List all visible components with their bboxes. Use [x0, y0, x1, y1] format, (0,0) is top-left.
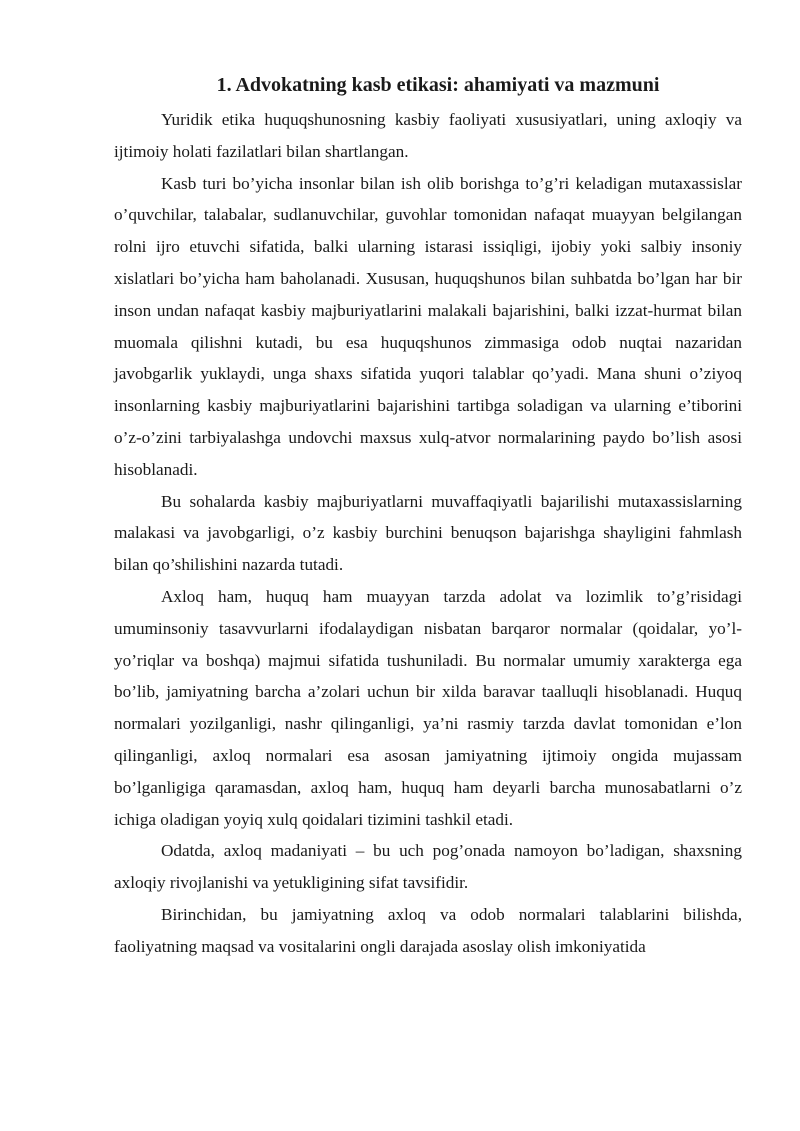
document-title: 1. Advokatning kasb etikasi: ahamiyati va mazmuni	[216, 74, 660, 96]
paragraph: Odatda, axloq madaniyati – bu uch pog’onada namoyon bo’ladigan, shaxsning axloqiy rivojlanishi va yetukligining sifat tavsifidir.	[114, 841, 742, 893]
paragraph: Axloq ham, huquq ham muayyan tarzda adolat va lozimlik to’g’risidagi umuminsoniy tasavvurlarni ifodalaydigan nisbatan barqaror normalar (qoidalar, yo’l-yo’riqlar va boshqa) majmui sifatida tushuniladi. Bu normalar umumiy xarakterga ega bo’lib, jamiyatning barcha a’zolari uchun bir xilda baravar taalluqli hisoblanadi. Huquq normalari yozilganligi, nashr qilinganligi, ya’ni rasmiy tarzda davlat tomonidan e’lon qilinganligi, axloq normalari esa asosan jamiyatning ijtimoiy ongida mujassam bo’lganligiga qaramasdan, axloq ham, huquq ham deyarli barcha munosabatlarni o’z ichiga oladigan yoyiq xulq qoidalari tizimini tashkil etadi.	[114, 586, 742, 829]
paragraph: Birinchidan, bu jamiyatning axloq va odob normalari talablarini bilishda, faoliyatning maqsad va vositalarini ongli darajada asoslay olish imkoniyatida	[114, 904, 742, 956]
document-page	[114, 70, 742, 963]
paragraph: Bu sohalarda kasbiy majburiyatlarni muvaffaqiyatli bajarilishi mutaxassislarning malakasi va javobgarligi, o’z kasbiy burchini benuqson bajarishga shayligini fahmlash bilan qo’shilishini nazarda tutadi.	[114, 491, 742, 575]
paragraph: Yuridik etika huquqshunosning kasbiy faoliyati xususiyatlari, uning axloqiy va ijtimoiy holati fazilatlari bilan shartlangan.	[114, 110, 742, 161]
paragraph: Kasb turi bo’yicha insonlar bilan ish olib borishga to’g’ri keladigan mutaxassislar o’quvchilar, talabalar, sudlanuvchilar, guvohlar tomonidan nafaqat muayyan belgilangan rolni ijro etuvchi sifatida, balki ularning istarasi issiqligi, ijobiy yoki salbiy insoniy xislatlari bo’yicha ham baholanadi. Xususan, huquqshunos bilan suhbatda bo’lgan har bir inson undan nafaqat kasbiy majburiyatlarini malakali bajarishini, balki izzat-hurmat bilan muomala qilishni kutadi, bu esa huquqshunos zimmasiga odob nuqtai nazaridan javobgarlik yuklaydi, unga shaxs sifatida yuqori talablar qo’yadi. Mana shuni o’ziyoq insonlarning kasbiy majburiyatlarini bajarishini tartibga soladigan va ularning e’tiborini o’z-o’zini tarbiyalashga undovchi maxsus xulq-atvor normalarining paydo bo’lish asosi hisoblanadi.	[114, 173, 742, 479]
